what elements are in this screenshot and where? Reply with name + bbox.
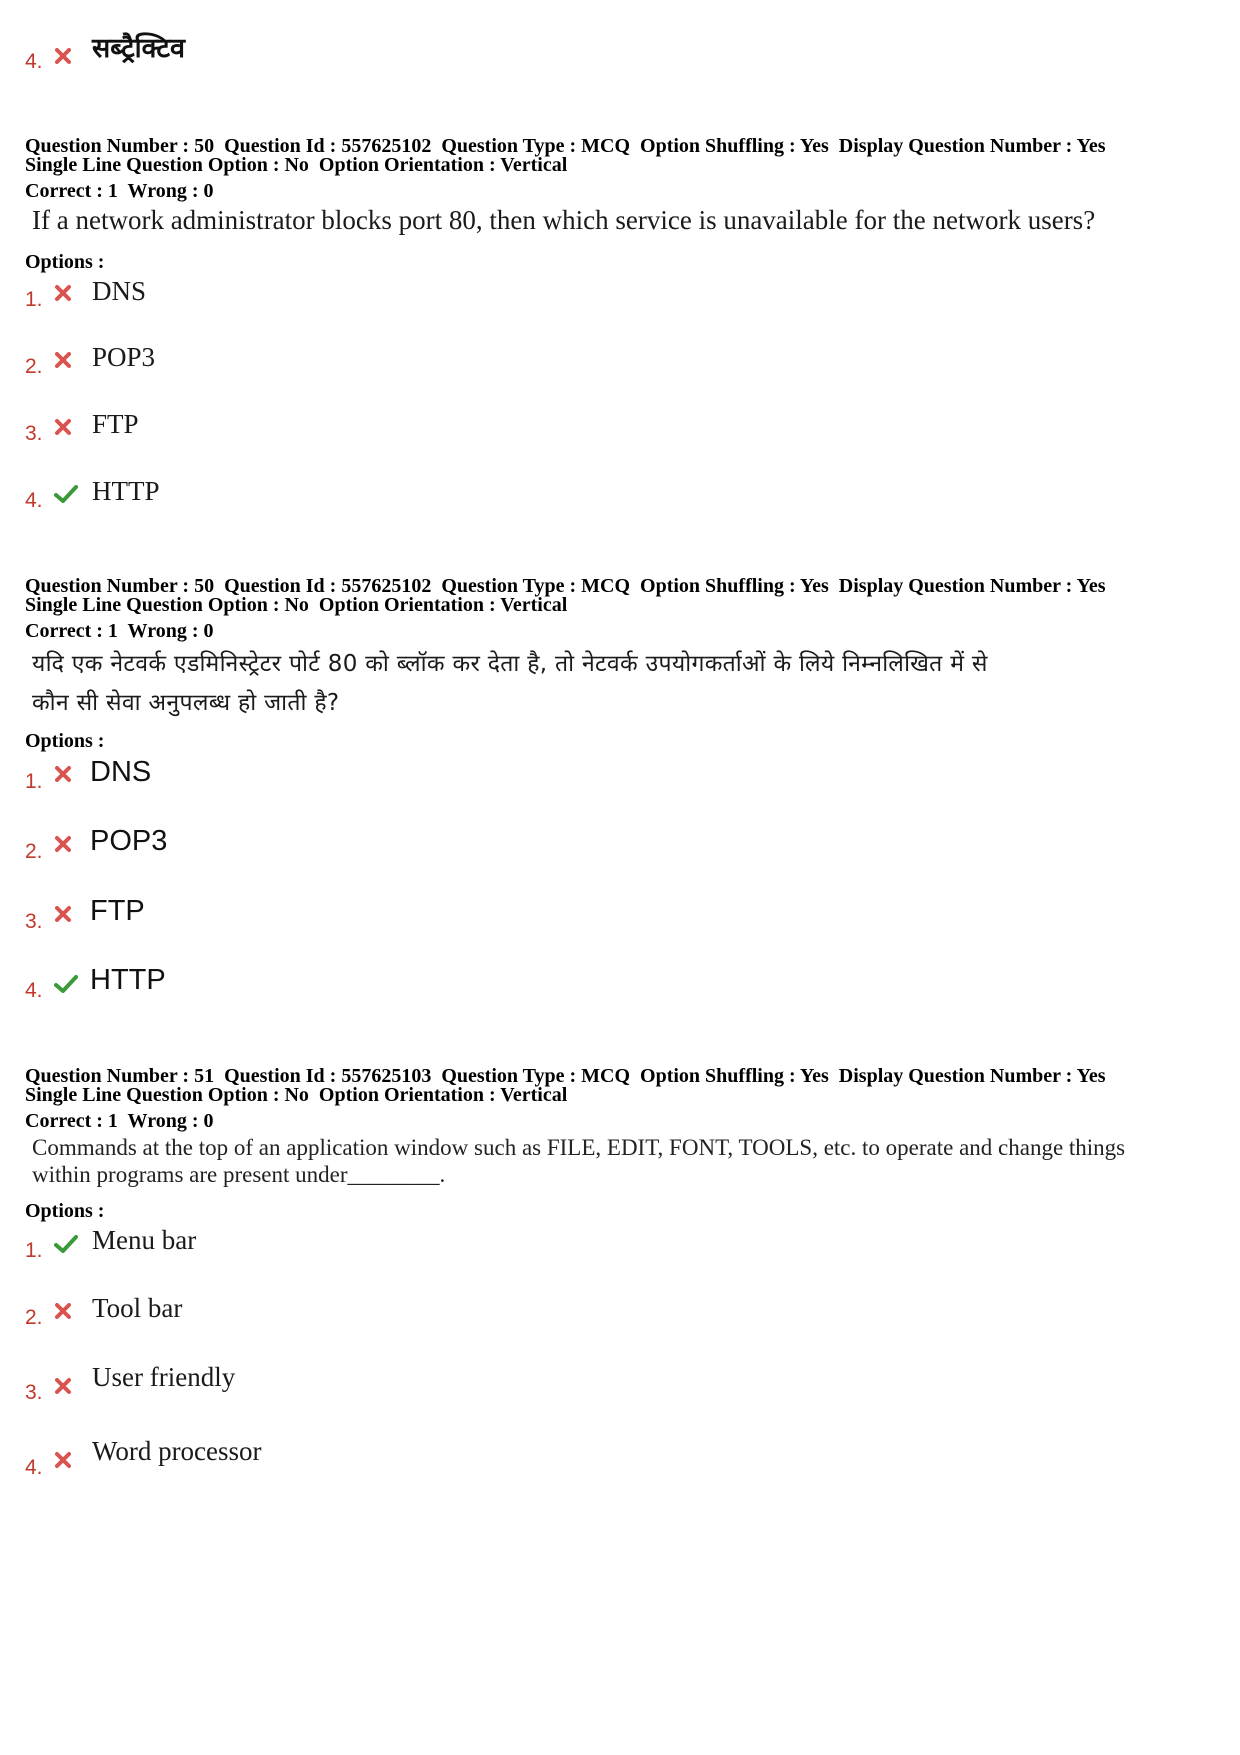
question-text: यदि एक नेटवर्क एडमिनिस्ट्रेटर पोर्ट 80 को ब्लॉक कर देता है, तो नेटवर्क उपयोगकर्ताओं के लिये निम्नलिखित में से [32,651,988,677]
option-number: 2. [25,840,43,863]
options-label: Options : [25,251,105,273]
question-meta-line: Question Number : 50 Question Id : 557625102 Question Type : MCQ Option Shuffling : Yes Display Question Number : Yes [25,135,1106,157]
option-text: FTP [92,409,139,439]
question-text: within programs are present under________. [32,1162,446,1187]
option-text: सब्ट्रैक्टिव [92,33,186,64]
option-text: POP3 [92,342,156,372]
option-number: 4. [25,1456,43,1479]
cross-mark-icon [54,47,72,65]
check-mark-icon [54,484,78,504]
check-mark-icon [54,974,78,994]
options-label: Options : [25,730,105,752]
question-meta-line: Question Number : 51 Question Id : 557625103 Question Type : MCQ Option Shuffling : Yes Display Question Number : Yes [25,1065,1106,1087]
option-text: HTTP [92,476,160,506]
option-text: POP3 [90,825,168,857]
option-text: FTP [90,895,145,927]
option-text: Tool bar [92,1293,183,1323]
question-text: Commands at the top of an application window such as FILE, EDIT, FONT, TOOLS, etc. to operate and change things [32,1135,1126,1160]
option-text: DNS [92,276,147,306]
option-number: 4. [25,979,43,1002]
cross-mark-icon [54,418,72,436]
cross-mark-icon [54,835,72,853]
option-number: 2. [25,1306,43,1329]
score-line: Correct : 1 Wrong : 0 [25,180,214,202]
cross-mark-icon [54,1377,72,1395]
check-mark-icon [54,1234,78,1254]
option-number: 4. [25,489,43,512]
cross-mark-icon [54,1451,72,1469]
question-meta-line: Single Line Question Option : No Option Orientation : Vertical [25,594,568,616]
question-text: If a network administrator blocks port 80, then which service is unavailable for the network users? [32,205,1096,235]
cross-mark-icon [54,905,72,923]
score-line: Correct : 1 Wrong : 0 [25,620,214,642]
question-meta-line: Question Number : 50 Question Id : 557625102 Question Type : MCQ Option Shuffling : Yes Display Question Number : Yes [25,575,1106,597]
option-text: User friendly [92,1362,236,1392]
option-number: 3. [25,910,43,933]
option-number: 1. [25,770,43,793]
option-number: 3. [25,422,43,445]
question-meta-line: Single Line Question Option : No Option Orientation : Vertical [25,154,568,176]
cross-mark-icon [54,351,72,369]
option-number: 2. [25,355,43,378]
option-text: Word processor [92,1436,262,1466]
question-meta-line: Single Line Question Option : No Option Orientation : Vertical [25,1084,568,1106]
option-text: DNS [90,756,152,788]
question-text: कौन सी सेवा अनुपलब्ध हो जाती है? [32,690,340,716]
cross-mark-icon [54,765,72,783]
options-label: Options : [25,1200,105,1222]
option-number: 1. [25,288,43,311]
score-line: Correct : 1 Wrong : 0 [25,1110,214,1132]
option-number: 4. [25,50,43,73]
option-number: 3. [25,1381,43,1404]
cross-mark-icon [54,1302,72,1320]
option-text: Menu bar [92,1225,197,1255]
cross-mark-icon [54,284,72,302]
option-text: HTTP [90,964,166,996]
option-number: 1. [25,1239,43,1262]
